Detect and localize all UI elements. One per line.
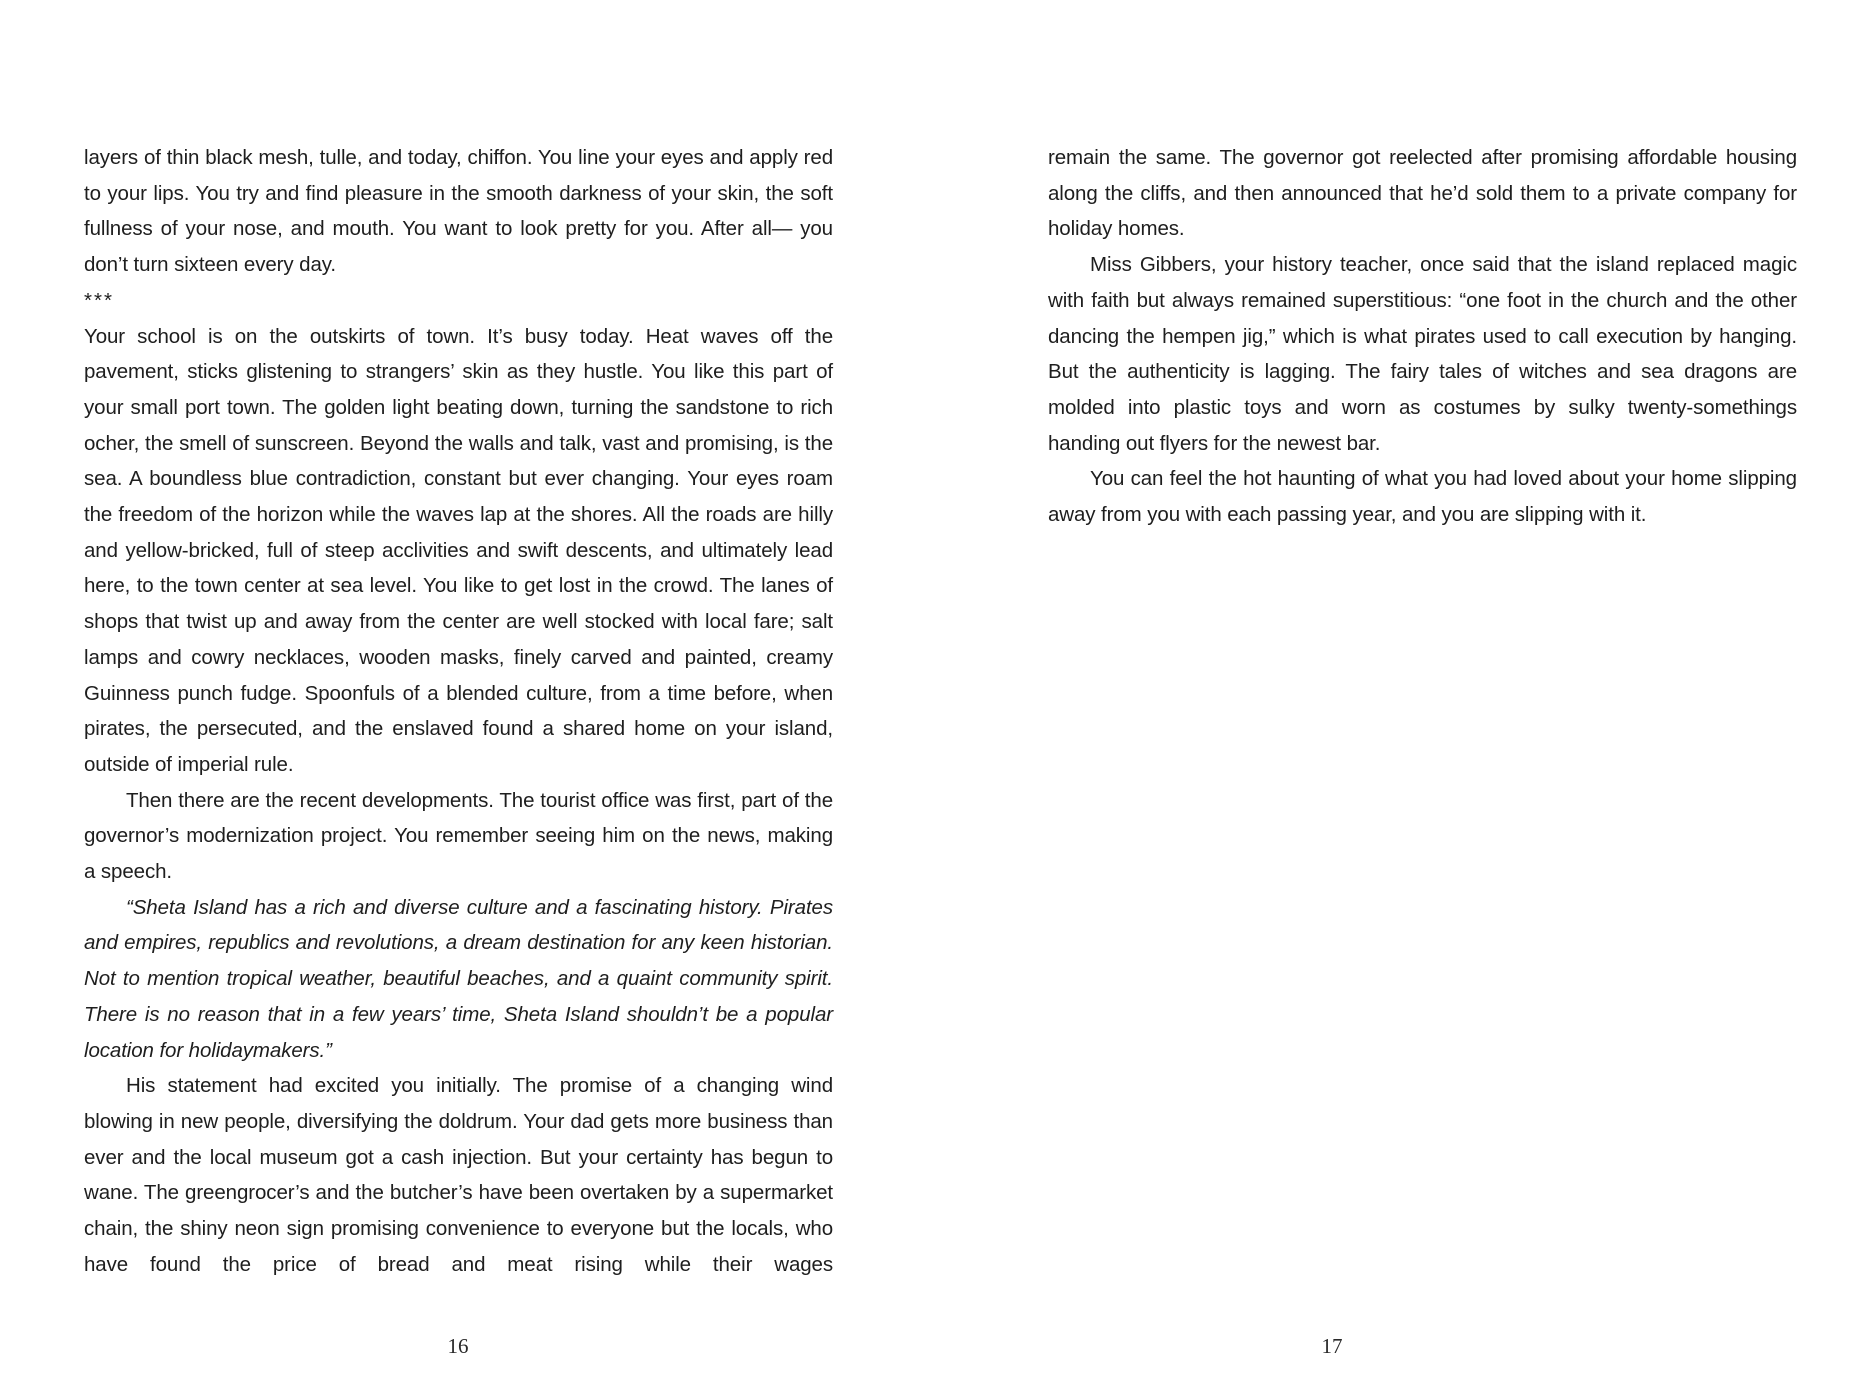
paragraph: His statement had excited you initially. The promise of a changing wind blowing in new people, diversifying the doldrum. Your dad gets more business than ever and the local museum got a cash injection. But your certainty has begun to wane. The greengrocer’s and the butcher’s have been overtaken by a supermarket chain, the shiny neon sign promising convenience to everyone but the locals, who have found the price of bread and meat rising while their wages <box>84 1074 833 1276</box>
paragraph: Then there are the recent developments. The tourist office was first, part of the governor’s modernization project. You remember seeing him on the news, making a speech. <box>84 788 833 884</box>
scene-break: *** <box>84 288 114 312</box>
paragraph: layers of thin black mesh, tulle, and today, chiffon. You line your eyes and apply red to your lips. You try and find pleasure in the smooth darkness of your skin, the soft fullness of your nose, and mouth. You want to look pretty for you. After all— you don’t turn sixteen every day. <box>84 146 833 277</box>
paragraph: Miss Gibbers, your history teacher, once said that the island replaced magic with faith but always remained superstitious: “one foot in the church and the other dancing the hempen jig,” which is what pirates used to call execution by hanging. But the authenticity is lagging. The fairy tales of witches and sea dragons are molded into plastic toys and worn as costumes by sulky twenty-somethings handing out flyers for the newest bar. <box>1048 253 1797 455</box>
left-page-text-column <box>84 140 833 1283</box>
page-number: 16 <box>447 1334 469 1358</box>
paragraph: remain the same. The governor got reelected after promising affordable housing along the cliffs, and then announced that he’d sold them to a private company for holiday homes. <box>1048 146 1797 241</box>
page-number: 17 <box>1321 1334 1343 1358</box>
right-page-text-column <box>1048 140 1797 533</box>
quoted-speech-paragraph: “Sheta Island has a rich and diverse culture and a fascinating history. Pirates and empires, republics and revolutions, a dream destination for any keen historian. Not to mention tropical weather, beautiful beaches, and a quaint community spirit. There is no reason that in a few years’ time, Sheta Island shouldn’t be a popular location for holidaymakers.” <box>84 895 833 1062</box>
right-page <box>931 0 1862 1396</box>
paragraph: Your school is on the outskirts of town. It’s busy today. Heat waves off the pavement, sticks glistening to strangers’ skin as they hustle. You like this part of your small port town. The golden light beating down, turning the sandstone to rich ocher, the smell of sunscreen. Beyond the walls and talk, vast and promising, is the sea. A boundless blue contradiction, constant but ever changing. Your eyes roam the freedom of the horizon while the waves lap at the shores. All the roads are hilly and yellow-bricked, full of steep acclivities and swift descents, and ultimately lead here, to the town center at sea level. You like to get lost in the crowd. The lanes of shops that twist up and away from the center are well stocked with local fare; salt lamps and cowry necklaces, wooden masks, finely carved and painted, creamy Guinness punch fudge. Spoonfuls of a blended culture, from a time before, when pirates, the persecuted, and the enslaved found a shared home on your island, outside of imperial rule. <box>84 324 833 776</box>
paragraph: You can feel the hot haunting of what you had loved about your home slipping away from you with each passing year, and you are slipping with it. <box>1048 467 1797 527</box>
